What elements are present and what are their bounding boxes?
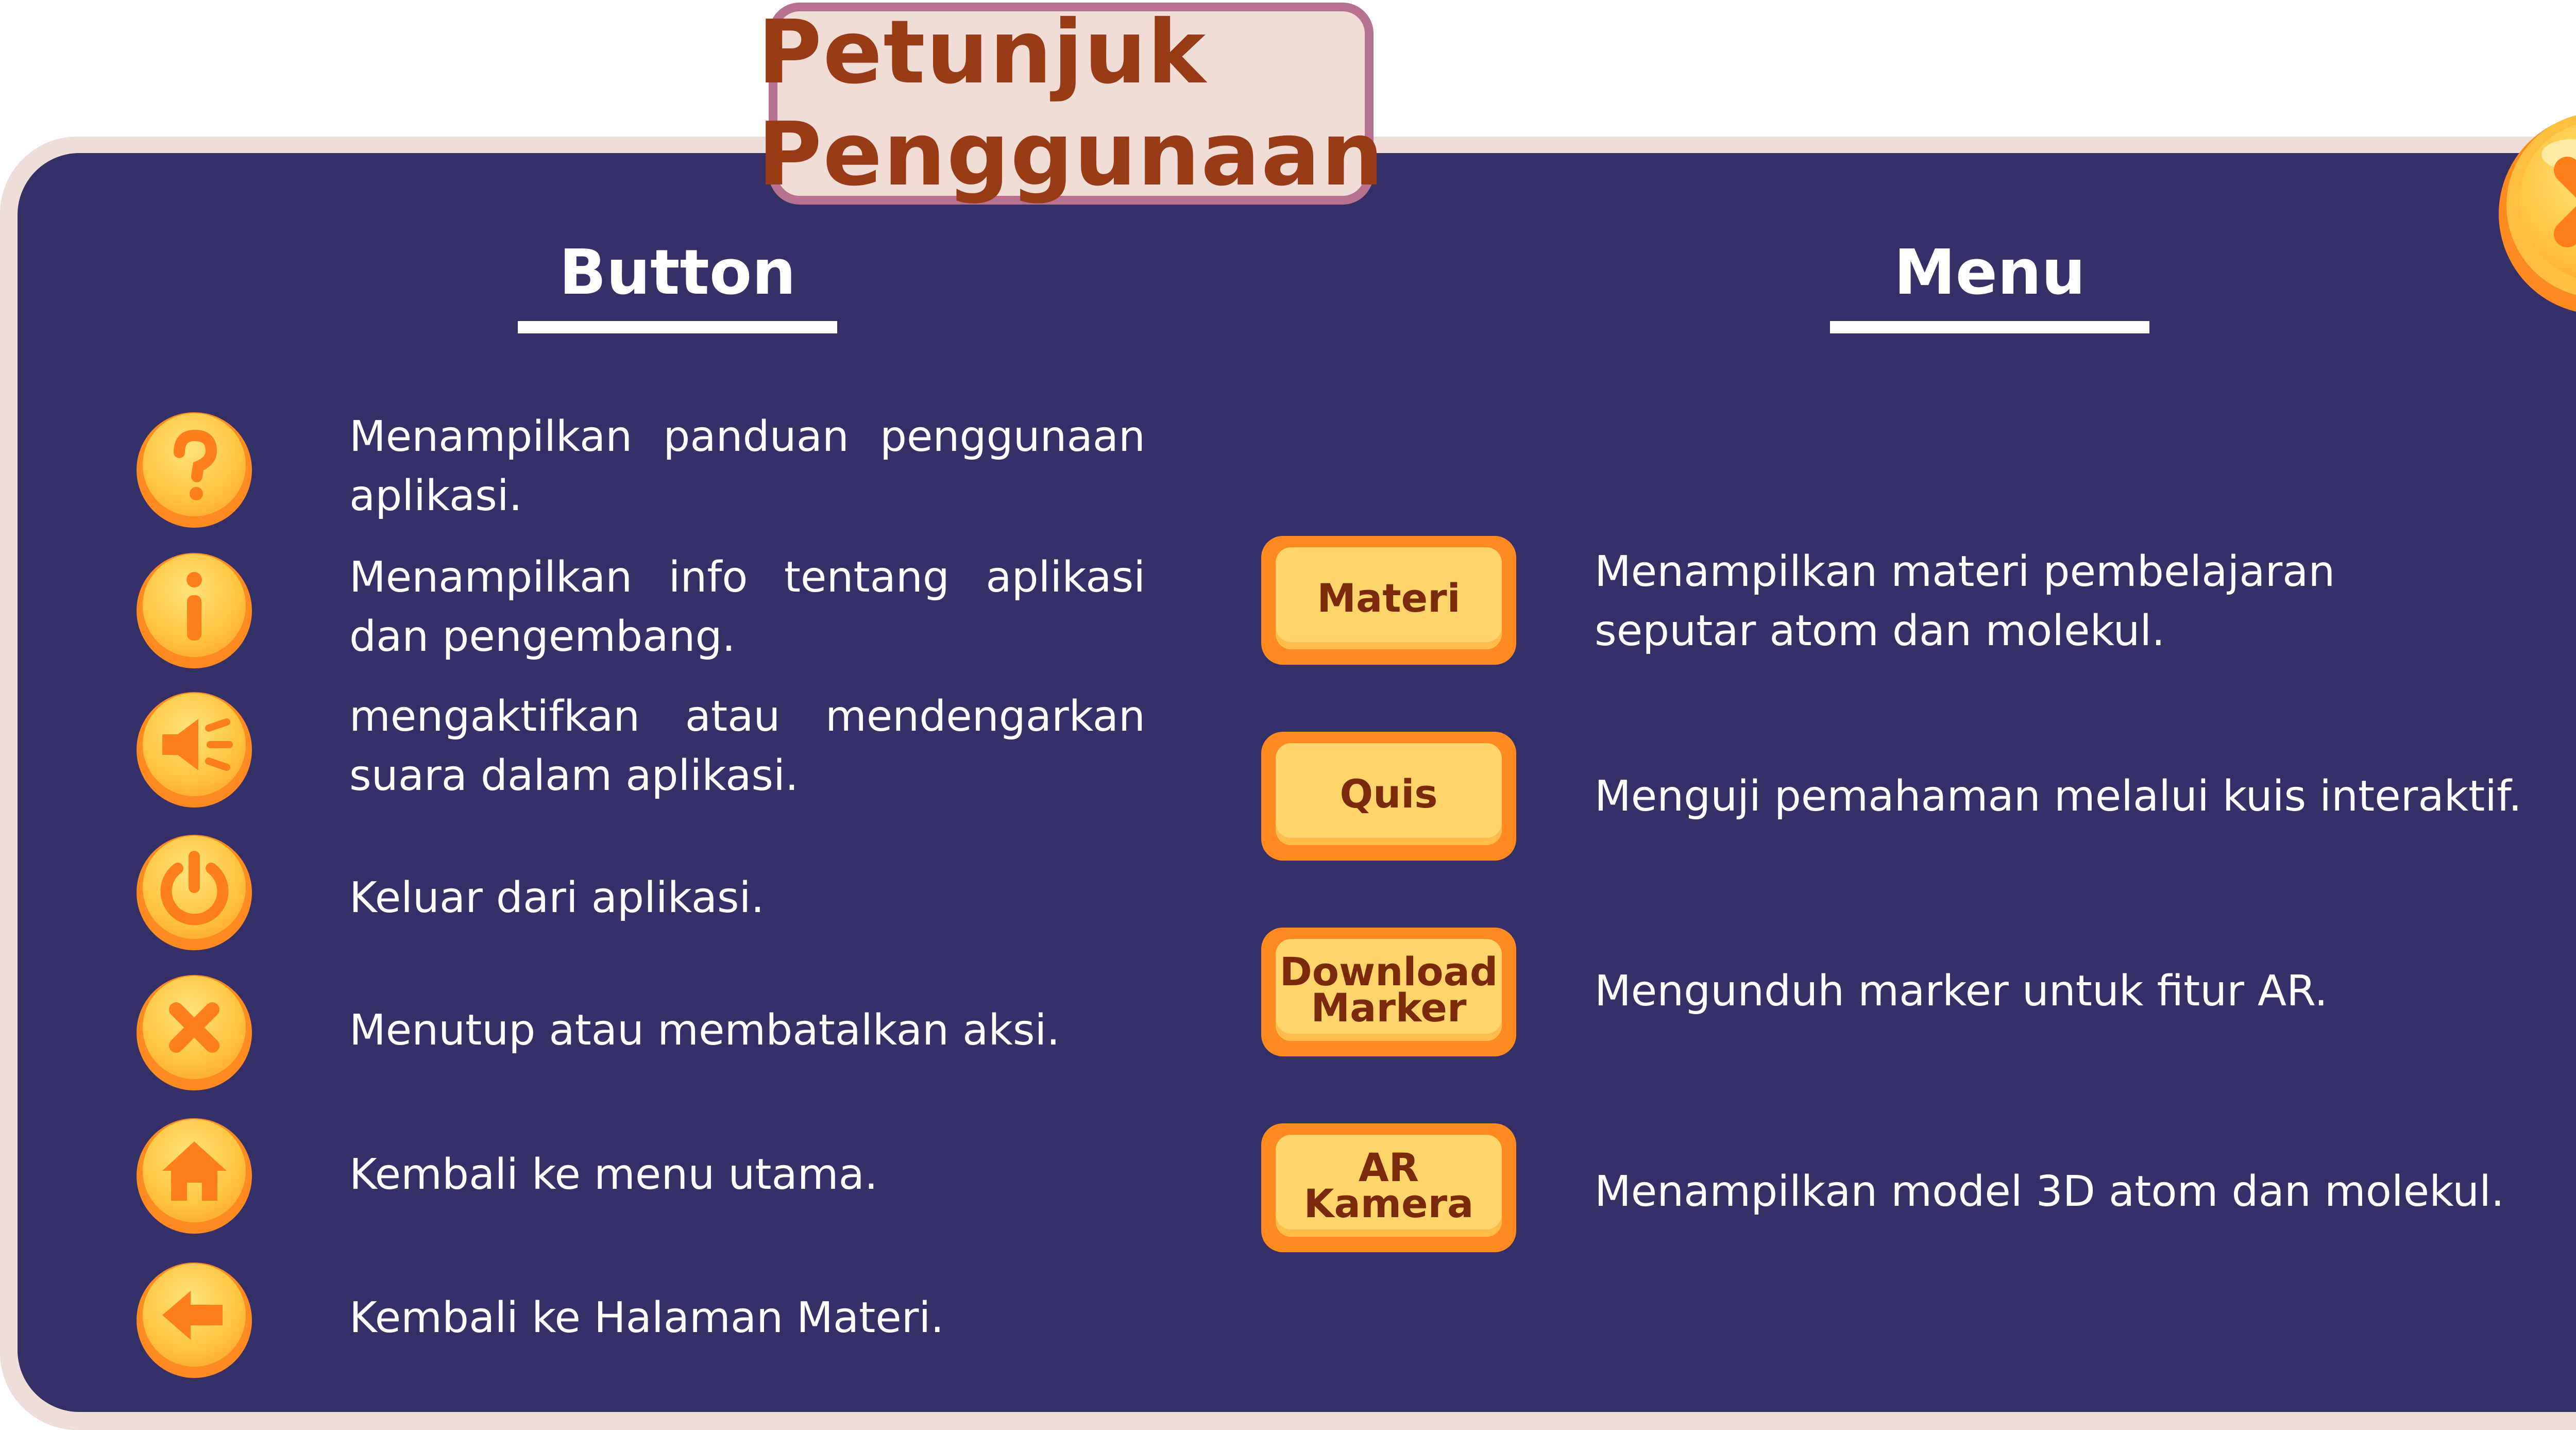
menu-heading-underline: [1830, 321, 2149, 333]
quis-button-label: Quis: [1340, 771, 1438, 817]
download-marker-button[interactable]: [1261, 928, 1516, 1056]
info-icon: [134, 548, 255, 669]
home-icon: [134, 1113, 255, 1234]
menu-heading: Menu: [1894, 237, 2086, 309]
close-description: Menutup atau membatalkan aksi.: [349, 1006, 1060, 1055]
sound-icon: [134, 687, 255, 808]
ar-kamera-button-label: AR Kamera: [1303, 1145, 1474, 1226]
ar-kamera-button[interactable]: [1261, 1123, 1516, 1252]
back-arrow-icon: [134, 1257, 255, 1378]
home-description: Kembali ke menu utama.: [349, 1150, 878, 1199]
materi-button-label: Materi: [1317, 575, 1461, 621]
help-icon: [134, 407, 255, 528]
materi-description: Menampilkan materi pembelajaran seputar atom dan molekul.: [1595, 547, 2335, 655]
download-marker-description: Mengunduh marker untuk fitur AR.: [1595, 967, 2328, 1016]
button-heading: Button: [559, 237, 796, 309]
close-icon: [134, 970, 255, 1091]
close-icon[interactable]: [2495, 103, 2576, 319]
power-icon: [134, 830, 255, 951]
title-banner: [757, 2, 1385, 206]
help-description: Menampilkan panduan penggunaan aplikasi.: [349, 412, 1145, 520]
power-description: Keluar dari aplikasi.: [349, 873, 765, 922]
quis-description: Menguji pemahaman melalui kuis interaktif.: [1595, 772, 2522, 821]
download-marker-button-label: Download Marker: [1279, 949, 1498, 1031]
materi-button[interactable]: [1261, 536, 1516, 665]
button-heading-underline: [518, 321, 837, 333]
info-description: Menampilkan info tentang aplikasi dan pengembang.: [349, 553, 1145, 661]
ar-kamera-description: Menampilkan model 3D atom dan molekul.: [1595, 1167, 2504, 1216]
back-description: Kembali ke Halaman Materi.: [349, 1293, 944, 1342]
quis-button[interactable]: [1261, 732, 1516, 861]
page-title: Petunjuk Penggunaan: [757, 2, 1385, 206]
sound-description: mengaktifkan atau mendengarkan suara dalam aplikasi.: [349, 692, 1145, 800]
